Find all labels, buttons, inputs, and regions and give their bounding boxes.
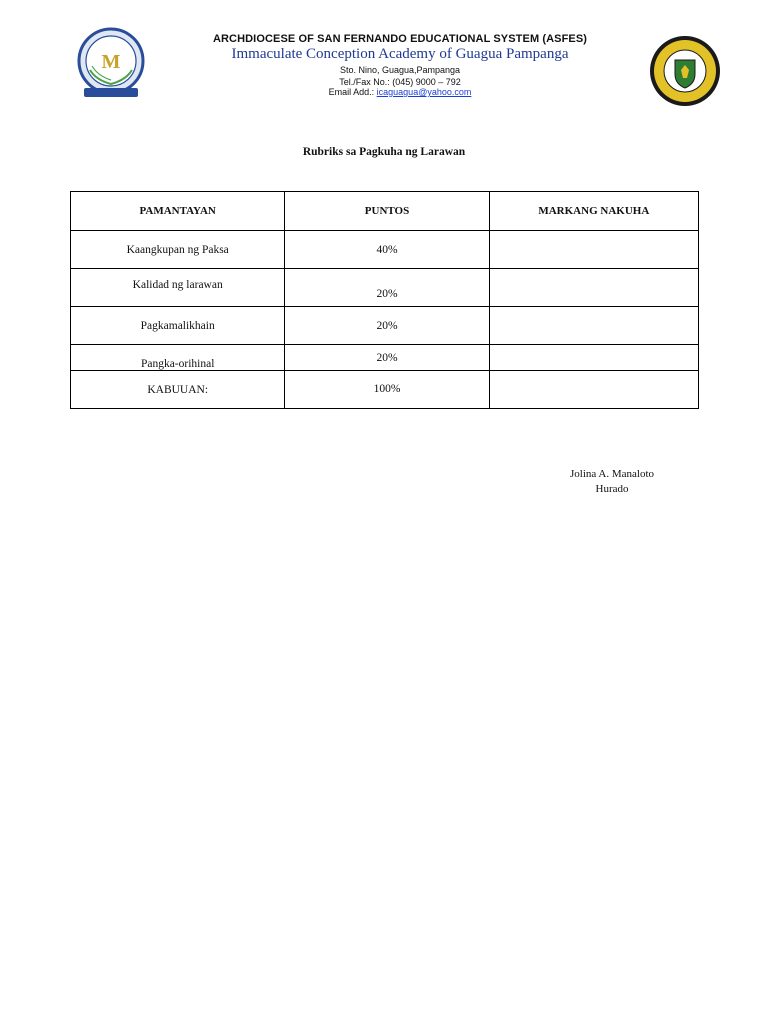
archdiocese-line: ARCHDIOCESE OF SAN FERNANDO EDUCATIONAL SYSTEM (ASFES) — [212, 33, 588, 45]
score-cell[interactable] — [489, 345, 698, 371]
document-title: Rubriks sa Pagkuha ng Larawan — [302, 146, 466, 158]
table-row — [71, 345, 699, 371]
school-tel: Tel./Fax No.: (045) 9000 – 792 — [339, 77, 461, 87]
asfes-seal-icon — [648, 34, 722, 108]
email-label: Email Add.: — [328, 87, 377, 97]
school-name: Immaculate Conception Academy of Guagua Pampanga — [231, 46, 569, 62]
table-row — [71, 269, 699, 307]
school-address: Sto. Nino, Guagua,Pampanga — [339, 65, 461, 75]
points-cell: 40% — [285, 231, 489, 269]
table-row — [71, 307, 699, 345]
points-cell: 20% — [285, 307, 489, 345]
header-criterion: PAMANTAYAN — [71, 192, 285, 231]
score-cell[interactable] — [489, 231, 698, 269]
header-points: PUNTOS — [285, 192, 489, 231]
total-points-cell: 100% — [285, 371, 489, 409]
school-seal-icon — [76, 26, 146, 102]
criterion-cell: Pangka-orihinal — [71, 345, 285, 371]
total-label-cell: KABUUAN: — [71, 371, 285, 409]
email-link[interactable]: icaguagua@yahoo.com — [376, 87, 472, 97]
score-cell[interactable] — [489, 307, 698, 345]
signatory-role: Hurado — [595, 483, 629, 495]
score-cell[interactable] — [489, 269, 698, 307]
points-cell: 20% — [285, 269, 489, 307]
criterion-cell: Kalidad ng larawan — [71, 269, 285, 307]
letterhead — [0, 0, 768, 110]
criterion-cell: Pagkamalikhain — [71, 307, 285, 345]
rubric-table — [70, 191, 699, 409]
table-header-row — [71, 192, 699, 231]
svg-text:M: M — [101, 51, 121, 73]
header-score: MARKANG NAKUHA — [489, 192, 698, 231]
signatory-name: Jolina A. Manaloto — [569, 468, 655, 480]
table-row — [71, 231, 699, 269]
table-row-total — [71, 371, 699, 409]
criterion-cell: Kaangkupan ng Paksa — [71, 231, 285, 269]
points-cell: 20% — [285, 345, 489, 371]
total-score-cell[interactable] — [489, 371, 698, 409]
school-email-line — [180, 87, 620, 97]
